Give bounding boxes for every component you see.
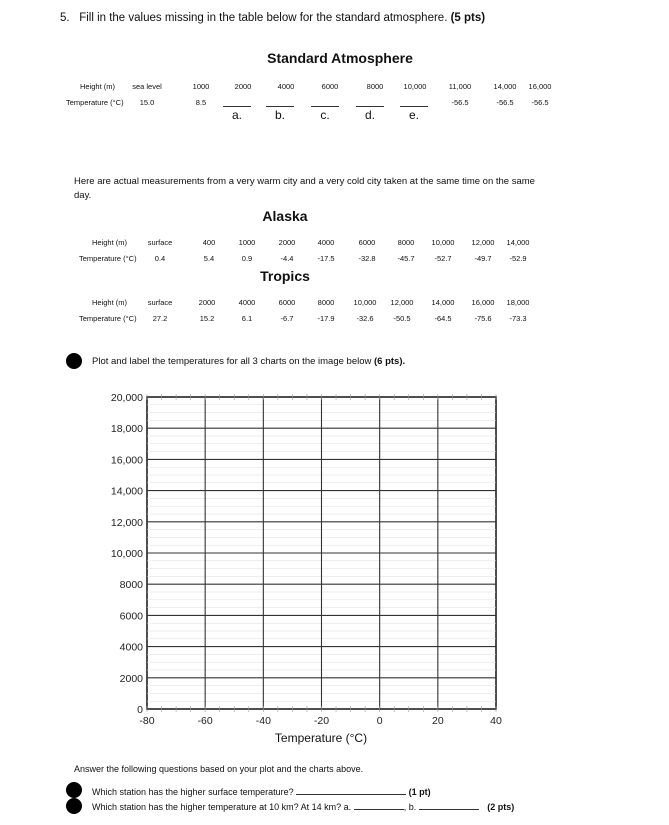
plot-instruction-text: Plot and label the temperatures for all 3 charts on the image below bbox=[92, 356, 372, 367]
alaska-temp-cell: -17.5 bbox=[317, 254, 335, 263]
intro-paragraph: Here are actual measurements from a very warm city and a very cold city taken at the same time on the same day. bbox=[74, 176, 535, 201]
std-height-cell: 8000 bbox=[366, 82, 384, 91]
question-heading bbox=[60, 12, 485, 24]
x-tick-label: 0 bbox=[376, 715, 383, 727]
alaska-temp-cell: 0.9 bbox=[241, 254, 253, 263]
std-height-cell: 14,000 bbox=[493, 82, 517, 91]
question-1-points: (1 pt) bbox=[408, 787, 431, 797]
std-height-cell: 1000 bbox=[192, 82, 210, 91]
std-temp-label: Temperature (°C) bbox=[66, 98, 124, 107]
alaska-height-cell: 8000 bbox=[397, 238, 415, 247]
tropics-height-cell: 16,000 bbox=[471, 298, 495, 307]
std-height-cell: 4000 bbox=[277, 82, 295, 91]
plot-instruction bbox=[92, 356, 405, 367]
std-blank-letter: d. bbox=[364, 108, 376, 122]
std-height-label: Height (m) bbox=[80, 82, 116, 91]
y-tick-label: 18,000 bbox=[110, 423, 143, 436]
question-2-text: Which station has the higher temperature at 10 km? At 14 km? bbox=[92, 802, 342, 812]
alaska-height-cell: surface bbox=[147, 238, 173, 247]
x-tick-label: -20 bbox=[313, 715, 330, 727]
alaska-temp-cell: -52.9 bbox=[509, 254, 527, 263]
y-axis-ticks bbox=[111, 392, 143, 716]
standard-atmosphere-title: Standard Atmosphere bbox=[267, 50, 413, 66]
alaska-temp-cell: -52.7 bbox=[434, 254, 452, 263]
question-1 bbox=[92, 786, 452, 797]
x-axis-label: Temperature (°C) bbox=[274, 731, 368, 745]
y-tick-label: 20,000 bbox=[110, 392, 143, 404]
tropics-temp-cell: -64.5 bbox=[434, 314, 452, 323]
std-blank-letter: c. bbox=[320, 108, 330, 122]
alaska-height-cell: 14,000 bbox=[506, 238, 530, 247]
x-tick-label: -40 bbox=[255, 715, 271, 727]
std-temp-cell: 15.0 bbox=[139, 98, 155, 107]
alaska-height-cell: 1000 bbox=[238, 238, 256, 247]
std-blank-letter: a. bbox=[231, 108, 243, 122]
plot-instruction-points: (6 pts). bbox=[374, 356, 406, 367]
std-answer-field[interactable] bbox=[400, 106, 428, 107]
tropics-temp-cell: -75.6 bbox=[474, 314, 492, 323]
y-tick-label: 14,000 bbox=[110, 485, 143, 498]
y-tick-label: 16,000 bbox=[110, 454, 143, 467]
x-axis-ticks bbox=[139, 715, 502, 727]
std-answer-field[interactable] bbox=[266, 106, 294, 107]
std-temp-cell: -56.5 bbox=[531, 98, 549, 107]
std-answer-field[interactable] bbox=[223, 106, 251, 107]
question-text: Fill in the values missing in the table below for the standard atmosphere. bbox=[79, 12, 448, 24]
std-blank-letter: e. bbox=[408, 108, 420, 122]
question-2-a-field[interactable] bbox=[354, 801, 404, 810]
alaska-title: Alaska bbox=[262, 208, 308, 224]
question-2-b-label: , b. bbox=[403, 802, 417, 812]
tropics-height-label: Height (m) bbox=[92, 298, 128, 307]
y-tick-label: 10,000 bbox=[110, 548, 143, 560]
alaska-temp-label: Temperature (°C) bbox=[79, 254, 137, 263]
alaska-height-cell: 12,000 bbox=[471, 238, 495, 247]
std-height-cell: sea level bbox=[132, 82, 162, 91]
std-height-cell: 6000 bbox=[321, 82, 339, 91]
tropics-temp-cell: 6.1 bbox=[241, 314, 253, 323]
y-tick-label: 0 bbox=[137, 704, 143, 716]
tropics-temp-cell: -17.9 bbox=[317, 314, 335, 323]
question-1-text: Which station has the higher surface temperature? bbox=[92, 787, 294, 797]
tropics-temp-cell: -50.5 bbox=[393, 314, 411, 323]
y-tick-label: 6000 bbox=[119, 610, 143, 623]
alaska-temp-cell: -32.8 bbox=[358, 254, 376, 263]
std-height-cell: 10,000 bbox=[403, 82, 427, 91]
bullet-icon bbox=[66, 798, 82, 814]
chart-grid bbox=[147, 394, 496, 712]
temperature-height-chart[interactable] bbox=[0, 380, 669, 760]
tropics-height-cell: 14,000 bbox=[431, 298, 455, 307]
alaska-height-cell: 4000 bbox=[317, 238, 335, 247]
bullet-icon bbox=[66, 782, 82, 798]
tropics-temp-cell: 27.2 bbox=[152, 314, 168, 323]
alaska-temp-cell: -4.4 bbox=[280, 254, 294, 263]
std-height-cell: 11,000 bbox=[448, 82, 472, 91]
tropics-height-cell: 12,000 bbox=[390, 298, 414, 307]
std-height-cell: 2000 bbox=[234, 82, 252, 91]
x-tick-label: -60 bbox=[197, 715, 213, 727]
alaska-height-cell: 400 bbox=[202, 238, 216, 247]
std-temp-cell: 8.5 bbox=[195, 98, 207, 107]
y-tick-label: 8000 bbox=[119, 579, 143, 592]
tropics-height-cell: 2000 bbox=[198, 298, 216, 307]
tropics-height-cell: 10,000 bbox=[353, 298, 377, 307]
alaska-height-cell: 2000 bbox=[278, 238, 296, 247]
std-answer-field[interactable] bbox=[311, 106, 339, 107]
tropics-height-cell: 8000 bbox=[317, 298, 335, 307]
tropics-title: Tropics bbox=[260, 268, 310, 284]
tropics-temp-cell: -73.3 bbox=[509, 314, 527, 323]
tropics-temp-cell: -6.7 bbox=[280, 314, 294, 323]
alaska-height-label: Height (m) bbox=[92, 238, 128, 247]
question-2-points: (2 pts) bbox=[487, 802, 515, 812]
y-tick-label: 4000 bbox=[119, 641, 143, 654]
alaska-height-cell: 6000 bbox=[358, 238, 376, 247]
alaska-temp-cell: -49.7 bbox=[474, 254, 492, 263]
question-1-answer-field[interactable] bbox=[296, 786, 406, 795]
std-answer-field[interactable] bbox=[356, 106, 384, 107]
y-tick-label: 12,000 bbox=[110, 516, 143, 529]
std-temp-cell: -56.5 bbox=[451, 98, 469, 107]
alaska-temp-cell: 5.4 bbox=[203, 254, 215, 263]
question-2-b-field[interactable] bbox=[419, 801, 479, 810]
questions-intro: Answer the following questions based on your plot and the charts above. bbox=[74, 764, 364, 774]
question-number: 5. bbox=[60, 12, 70, 24]
alaska-height-cell: 10,000 bbox=[431, 238, 455, 247]
x-tick-label: 20 bbox=[431, 715, 444, 727]
y-tick-label: 2000 bbox=[119, 672, 143, 685]
x-tick-label: -80 bbox=[139, 715, 155, 727]
tropics-height-cell: surface bbox=[147, 298, 173, 307]
alaska-temp-cell: 0.4 bbox=[154, 254, 166, 263]
question-points: (5 pts) bbox=[450, 12, 486, 24]
bullet-icon bbox=[66, 353, 82, 369]
std-blank-letter: b. bbox=[274, 108, 286, 122]
std-temp-cell: -56.5 bbox=[496, 98, 514, 107]
question-2 bbox=[92, 801, 572, 812]
alaska-temp-cell: -45.7 bbox=[397, 254, 415, 263]
tropics-temp-cell: 15.2 bbox=[199, 314, 215, 323]
tropics-height-cell: 4000 bbox=[238, 298, 256, 307]
tropics-temp-label: Temperature (°C) bbox=[79, 314, 137, 323]
tropics-height-cell: 18,000 bbox=[506, 298, 530, 307]
tropics-temp-cell: -32.6 bbox=[356, 314, 374, 323]
std-height-cell: 16,000 bbox=[528, 82, 552, 91]
tropics-height-cell: 6000 bbox=[278, 298, 296, 307]
question-2-a-label: a. bbox=[343, 802, 352, 812]
x-tick-label: 40 bbox=[490, 715, 502, 727]
